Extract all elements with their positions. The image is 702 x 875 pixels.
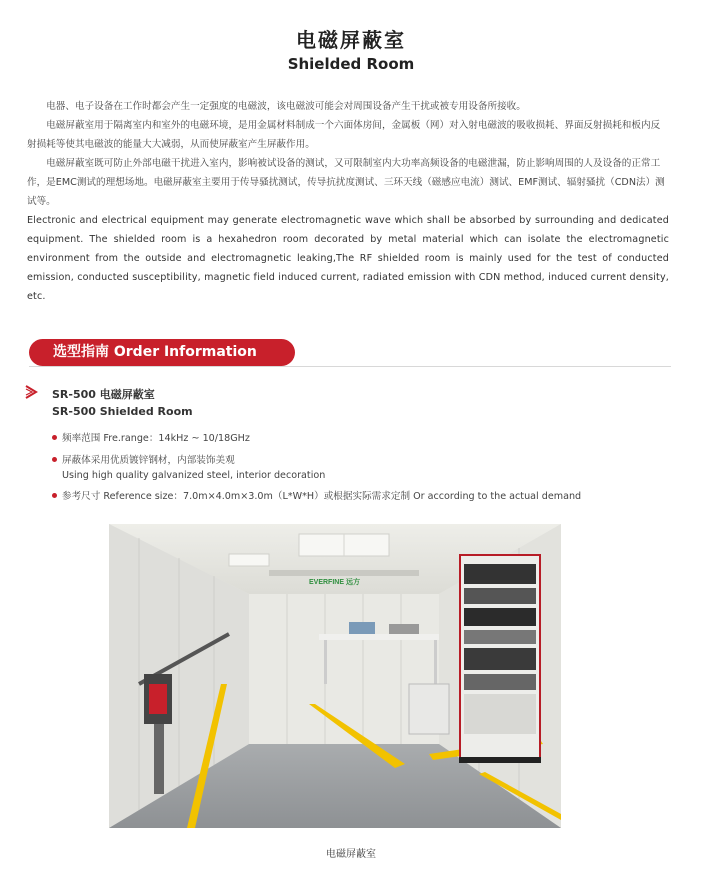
bullet-icon: [52, 493, 57, 498]
spec-item: [52, 453, 325, 483]
shielded-room-photo: [109, 524, 561, 828]
intro-en-paragraph: Electronic and electrical equipment may generate electromagnetic wave which shall be absorbed by surrounding and dedicated equipment. The shielded room is a hexahedron room decorated by metal material which can isolate the electromagnetic environment from the outside and electromagnetic leaking,The RF shielded room is mainly used for the test of conducted emission, conducted susceptibility, magnetic field induced current, radiated emission with CDN method, induced current density, etc.: [27, 215, 669, 302]
intro-cn-paragraph-1: 电器、电子设备在工作时都会产生一定强度的电磁波，该电磁波可能会对周围设备产生干扰或被专用设备所接收。: [46, 101, 526, 112]
order-information-banner: 选型指南 Order Information: [29, 339, 295, 366]
page-title-en: Shielded Room: [287, 55, 415, 73]
bullet-icon: [52, 457, 57, 462]
model-name-cn: SR-500 电磁屏蔽室: [52, 388, 155, 401]
spec-subtext: Using high quality galvanized steel, interior decoration: [62, 470, 326, 481]
intro-text: [27, 97, 669, 306]
page-title-cn: 电磁屏蔽室: [296, 28, 406, 52]
spec-text: 频率范围 Fre.range：14kHz ~ 10/18GHz: [62, 433, 250, 444]
photo-caption: 电磁屏蔽室: [326, 849, 376, 860]
model-name-en: SR-500 Shielded Room: [52, 405, 193, 418]
intro-cn-paragraph-3: 电磁屏蔽室既可防止外部电磁干扰进入室内，影响被试设备的测试，又可限制室内大功率高频设备的电磁泄漏，防止影响周围的人及设备的正常工作，是EMC测试的理想场地。电磁屏蔽室主要用于传导骚扰测试，传导抗扰度测试、三环天线（磁感应电流）测试、EMF测试、辐射骚扰（CDN法）测试等。: [27, 158, 665, 207]
spec-text: 屏蔽体采用优质镀锌钢材，内部装饰美观: [62, 455, 235, 466]
intro-cn-paragraph-2: 电磁屏蔽室用于隔离室内和室外的电磁环境，是用金属材料制成一个六面体房间，金属板（网）对入射电磁波的吸收损耗、界面反射损耗和板内反射损耗等使其电磁波的能量大大减弱，从而使屏蔽室产生屏蔽作用。: [27, 120, 661, 150]
spec-text: 参考尺寸 Reference size：7.0m×4.0m×3.0m（L*W*H）或根据实际需求定制 Or according to the actual demand: [62, 491, 582, 502]
bullet-icon: [52, 435, 57, 440]
spec-item: [52, 431, 250, 446]
banner-divider: [29, 366, 671, 367]
arrow-icon: [23, 384, 39, 400]
wall-logo-text: EVERFINE 远方: [309, 579, 360, 586]
spec-item: [52, 489, 581, 504]
